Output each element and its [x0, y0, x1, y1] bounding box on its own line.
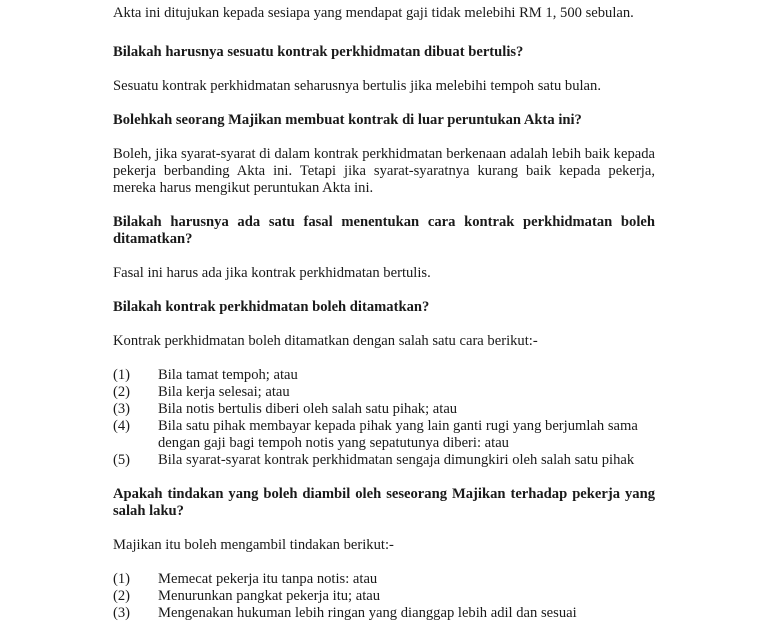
- list-item-number: (1): [113, 367, 131, 383]
- list-item-text: Bila syarat-syarat kontrak perkhidmatan sengaja dimungkiri oleh salah satu pihak: [158, 452, 635, 468]
- question-contract-outside-act: Bolehkah seorang Majikan membuat kontrak di luar peruntukan Akta ini?: [113, 112, 582, 128]
- list-item-number: (3): [113, 605, 131, 621]
- list-item-number: (2): [113, 588, 131, 604]
- document-page: [113, 5, 655, 622]
- list-item: [113, 367, 655, 384]
- list-item-text: Bila satu pihak membayar kepada pihak yang lain ganti rugi yang berjumlah sama dengan gaji bagi tempoh notis yang sepatutunya diberi: atau: [158, 418, 638, 451]
- list-item-text: Bila tamat tempoh; atau: [158, 367, 298, 383]
- list-item-text: Bila kerja selesai; atau: [158, 384, 290, 400]
- list-item-text: Menurunkan pangkat pekerja itu; atau: [158, 588, 381, 604]
- question-termination-clause: Bilakah harusnya ada satu fasal menentukan cara kontrak perkhidmatan boleh ditamatkan?: [113, 214, 655, 247]
- termination-methods-list: [113, 367, 655, 469]
- list-item: [113, 605, 655, 622]
- list-item-number: (3): [113, 401, 131, 417]
- employer-actions-list: [113, 571, 655, 622]
- list-item-text: Bila notis bertulis diberi oleh salah satu pihak; atau: [158, 401, 458, 417]
- list-item: [113, 571, 655, 588]
- list-item-text: Mengenakan hukuman lebih ringan yang dianggap lebih adil dan sesuai: [158, 605, 577, 621]
- list-item-number: (5): [113, 452, 131, 468]
- question-employer-action: Apakah tindakan yang boleh diambil oleh seseorang Majikan terhadap pekerja yang salah laku?: [113, 486, 655, 519]
- answer-when-terminated: Kontrak perkhidmatan boleh ditamatkan dengan salah satu cara berikut:-: [113, 333, 538, 349]
- list-item: [113, 588, 655, 605]
- question-when-terminated: Bilakah kontrak perkhidmatan boleh ditamatkan?: [113, 299, 430, 315]
- list-item-number: (1): [113, 571, 131, 587]
- answer-contract-outside-act: Boleh, jika syarat-syarat di dalam kontrak perkhidmatan berkenaan adalah lebih baik kepada pekerja berbanding Akta ini. Tetapi jika syarat-syaratnya kurang baik kepada pekerja, mereka harus mengikut peruntukan Akta ini.: [113, 146, 655, 196]
- list-item-number: (4): [113, 418, 131, 434]
- list-item: [113, 401, 655, 418]
- question-written-contract: Bilakah harusnya sesuatu kontrak perkhidmatan dibuat bertulis?: [113, 44, 524, 60]
- answer-employer-action: Majikan itu boleh mengambil tindakan berikut:-: [113, 537, 394, 553]
- list-item: [113, 452, 655, 469]
- list-item: [113, 418, 655, 452]
- answer-written-contract: Sesuatu kontrak perkhidmatan seharusnya bertulis jika melebihi tempoh satu bulan.: [113, 78, 601, 94]
- intro-paragraph: Akta ini ditujukan kepada sesiapa yang mendapat gaji tidak melebihi RM 1, 500 sebulan.: [113, 5, 634, 21]
- list-item: [113, 384, 655, 401]
- answer-termination-clause: Fasal ini harus ada jika kontrak perkhidmatan bertulis.: [113, 265, 431, 281]
- list-item-number: (2): [113, 384, 131, 400]
- list-item-text: Memecat pekerja itu tanpa notis: atau: [158, 571, 378, 587]
